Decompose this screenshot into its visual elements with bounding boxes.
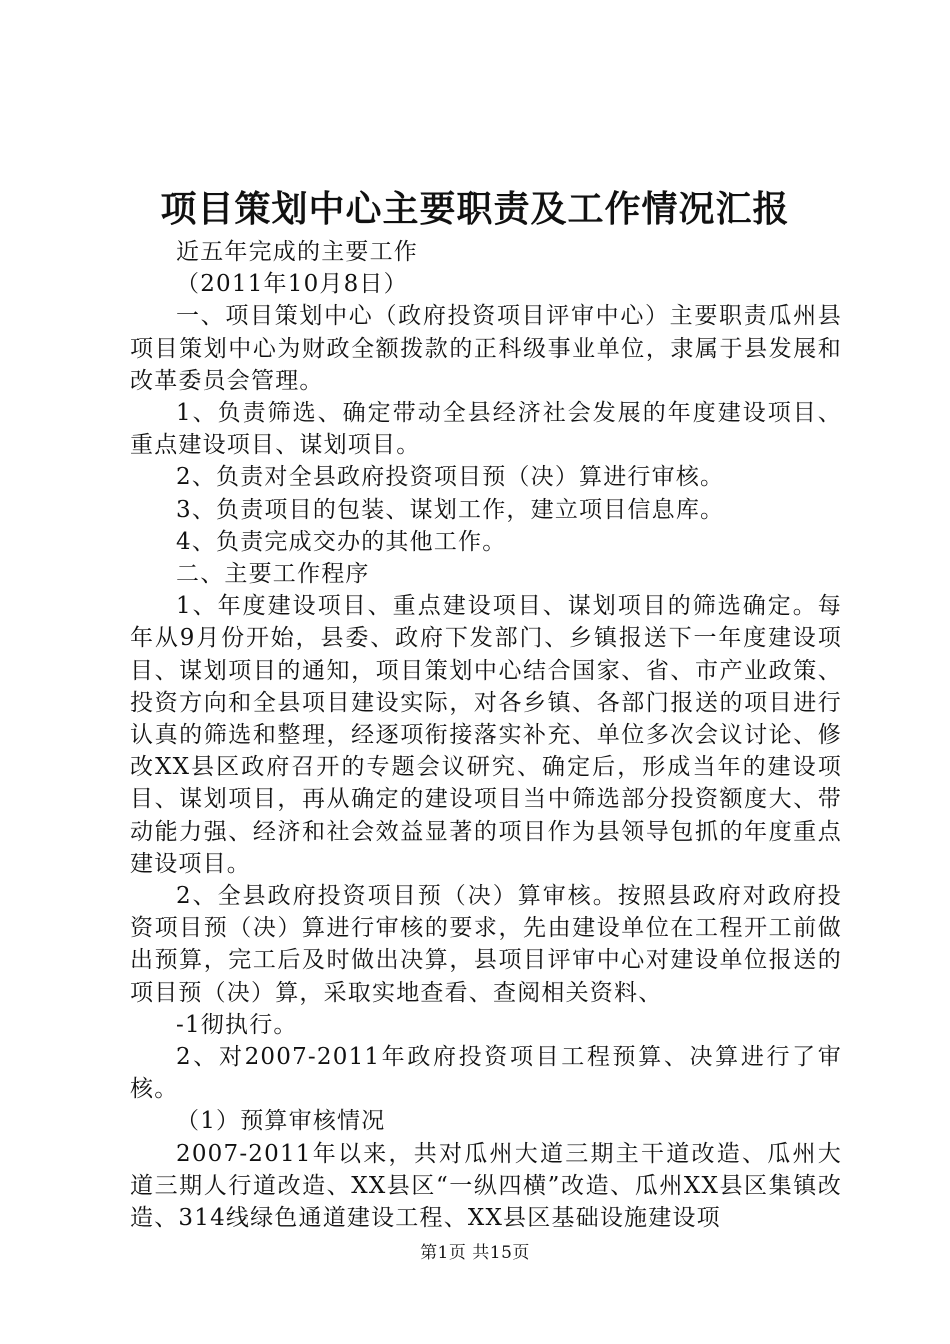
paragraph-procedure-2: 2、全县政府投资项目预（决）算审核。按照县政府对政府投资项目预（决）算进行审核的要求，先由建设单位在工程开工前做出预算，完工后及时做出决算，县项目评审中心对建设单位报送的项目预（决）算，采取实地查看、查阅相关资料、 <box>130 883 842 1006</box>
document-title: 项目策划中心主要职责及工作情况汇报 <box>160 189 790 230</box>
paragraph-duty-3: 3、负责项目的包装、谋划工作，建立项目信息库。 <box>176 496 725 523</box>
paragraph-duty-4: 4、负责完成交办的其他工作。 <box>176 528 507 555</box>
paragraph-duty-2: 2、负责对全县政府投资项目预（决）算进行审核。 <box>176 464 725 491</box>
paragraph-fragment: -1彻执行。 <box>176 1011 298 1038</box>
document-body <box>130 236 842 1234</box>
paragraph-date: （2011年10月8日） <box>176 271 408 298</box>
page-footer: 第1页 共15页 <box>420 1243 530 1263</box>
paragraph-procedure-1: 1、年度建设项目、重点建设项目、谋划项目的筛选确定。每年从9月份开始，县委、政府下发部门、乡镇报送下一年度建设项目、谋划项目的通知，项目策划中心结合国家、省、市产业政策、投资方向和全县项目建设实际，对各乡镇、各部门报送的项目进行认真的筛选和整理，经逐项衔接落实补充、单位多次会议讨论、修改XX县区政府召开的专题会议研究、确定后，形成当年的建设项目、谋划项目，再从确定的建设项目当中筛选部分投资额度大、带动能力强、经济和社会效益显著的项目作为县领导包抓的年度重点建设项目。 <box>130 593 842 877</box>
paragraph-duty-1: 1、负责筛选、确定带动全县经济社会发展的年度建设项目、重点建设项目、谋划项目。 <box>130 400 842 459</box>
paragraph-section-1: 一、项目策划中心（政府投资项目评审中心）主要职责瓜州县项目策划中心为财政全额拨款的正科级事业单位，隶属于县发展和改革委员会管理。 <box>130 303 842 394</box>
paragraph-budget-detail: 2007-2011年以来，共对瓜州大道三期主干道改造、瓜州大道三期人行道改造、XX县区“一纵四横”改造、瓜州XX县区集镇改造、314线绿色通道建设工程、XX县区基础设施建设项 <box>130 1140 842 1232</box>
paragraph-review: 2、对2007-2011年政府投资项目工程预算、决算进行了审核。 <box>130 1044 842 1103</box>
paragraph-budget-heading: （1）预算审核情况 <box>176 1108 386 1135</box>
paragraph-section-2: 二、主要工作程序 <box>176 561 370 588</box>
paragraph-subtitle: 近五年完成的主要工作 <box>176 239 418 265</box>
